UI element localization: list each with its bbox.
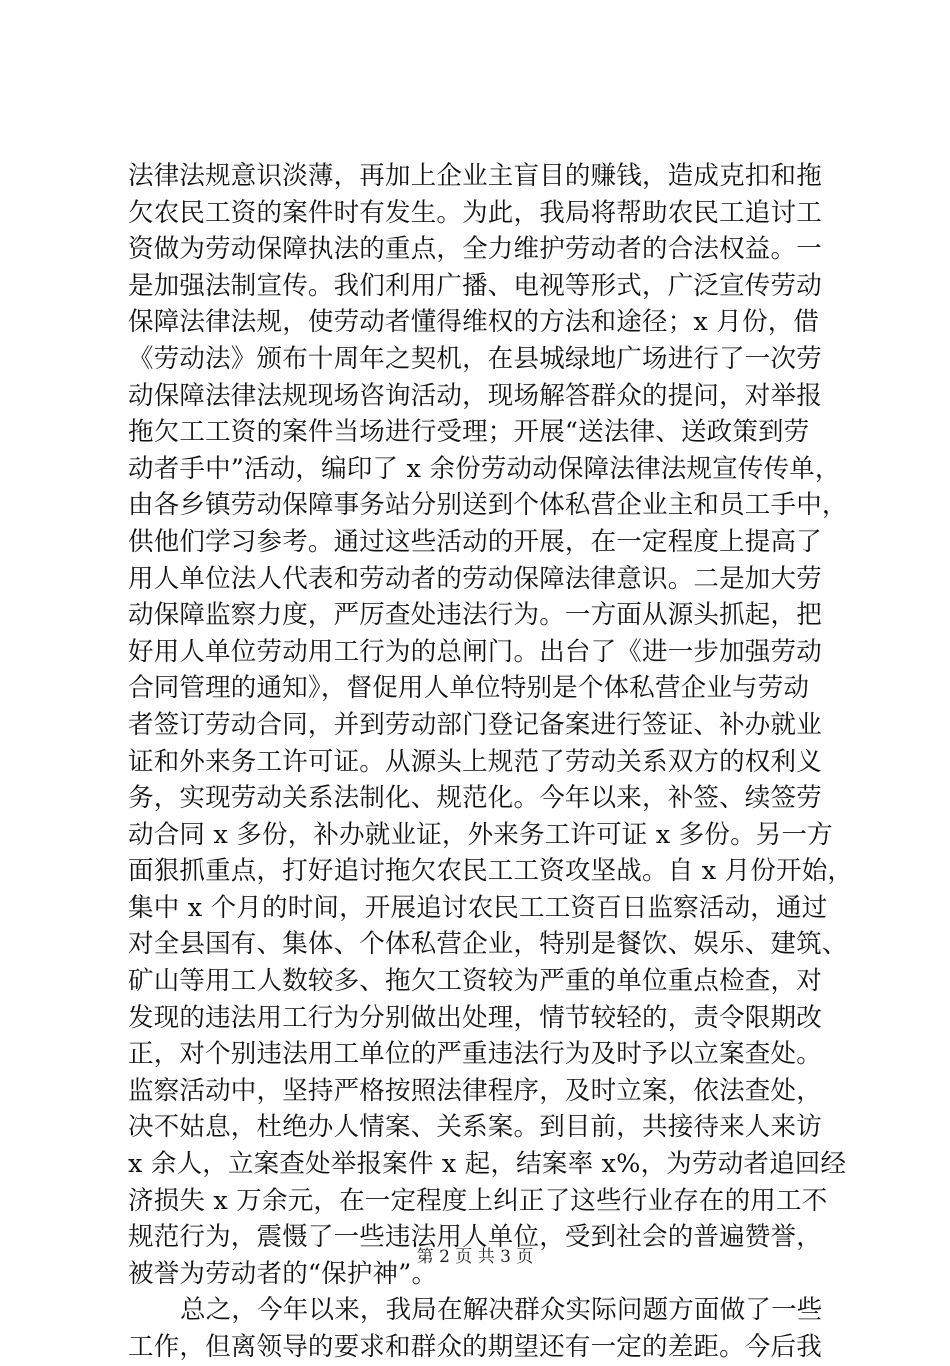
text-line: 济损失 x 万余元，在一定程度上纠正了这些行业存在的用工不 [128, 1185, 828, 1216]
text-line: 动者手中”活动，编印了 x 余份劳动动保障法律法规宣传传单， [128, 453, 841, 484]
text-line: 是加强法制宣传。我们利用广播、电视等形式，广泛宣传劳动 [128, 270, 822, 301]
text-line: 工作，但离领导的要求和群众的期望还有一定的差距。今后我 [128, 1332, 822, 1362]
text-line: 供他们学习参考。通过这些活动的开展，在一定程度上提高了 [128, 526, 822, 557]
text-line: x 余人，立案查处举报案件 x 起，结案率 x%，为劳动者追回经 [128, 1149, 847, 1180]
text-line: 者签订劳动合同，并到劳动部门登记备案进行签证、补办就业 [128, 709, 822, 740]
text-line: 资做为劳动保障执法的重点，全力维护劳动者的合法权益。一 [128, 234, 822, 265]
text-line: 动保障监察力度，严厉查处违法行为。一方面从源头抓起，把 [128, 600, 822, 631]
text-line: 矿山等用工人数较多、拖欠工资较为严重的单位重点检查，对 [128, 966, 822, 997]
page-number: 第 2 页 共 3 页 [416, 1247, 534, 1267]
text-line: 拖欠工工资的案件当场进行受理；开展“送法律、送政策到劳 [128, 417, 810, 448]
text-line: 用人单位法人代表和劳动者的劳动保障法律意识。二是加大劳 [128, 563, 822, 594]
text-line: 规范行为，震慑了一些违法用人单位，受到社会的普遍赞誉， [128, 1222, 822, 1253]
text-line: 集中 x 个月的时间，开展追讨农民工工资百日监察活动，通过 [128, 892, 828, 923]
text-line: 《劳动法》颁布十周年之契机，在县城绿地广场进行了一次劳 [128, 343, 822, 374]
body-text [128, 158, 854, 1366]
text-line: 发现的违法用工行为分别做出处理，情节较轻的，责令限期改 [128, 1002, 822, 1033]
text-line: 证和外来务工许可证。从源头上规范了劳动关系双方的权利义 [128, 746, 822, 777]
text-line: 务，实现劳动关系法制化、规范化。今年以来，补签、续签劳 [128, 783, 822, 814]
text-line: 被誉为劳动者的“保护神”。 [128, 1258, 438, 1289]
text-line: 监察活动中，坚持严格按照法律程序，及时立案，依法查处， [128, 1075, 822, 1106]
text-line: 保障法律法规，使劳动者懂得维权的方法和途径；x 月份，借 [128, 307, 820, 338]
paragraph-first-line: 总之，今年以来，我局在解决群众实际问题方面做了一些 [180, 1295, 823, 1326]
text-line: 好用人单位劳动用工行为的总闸门。出台了《进一步加强劳动 [128, 636, 822, 667]
text-line: 决不姑息，杜绝办人情案、关系案。到目前，共接待来人来访 [128, 1112, 822, 1143]
text-line: 法律法规意识淡薄，再加上企业主盲目的赚钱，造成克扣和拖 [128, 161, 822, 191]
page-footer [0, 1246, 950, 1268]
text-line: 对全县国有、集体、个体私营企业，特别是餐饮、娱乐、建筑、 [128, 929, 848, 960]
text-line: 欠农民工资的案件时有发生。为此，我局将帮助农民工追讨工 [128, 197, 822, 228]
text-line: 动保障法律法规现场咨询活动，现场解答群众的提问，对举报 [128, 380, 822, 411]
text-line: 合同管理的通知》，督促用人单位特别是个体私营企业与劳动 [128, 673, 810, 704]
text-line: 面狠抓重点，打好追讨拖欠农民工工资攻坚战。自 x 月份开始， [128, 856, 854, 887]
text-line: 动合同 x 多份，补办就业证，外来务工许可证 x 多份。另一方 [128, 819, 833, 850]
text-line: 正，对个别违法用工单位的严重违法行为及时予以立案查处。 [128, 1039, 822, 1070]
text-line: 由各乡镇劳动保障事务站分别送到个体私营企业主和员工手中， [128, 490, 848, 521]
